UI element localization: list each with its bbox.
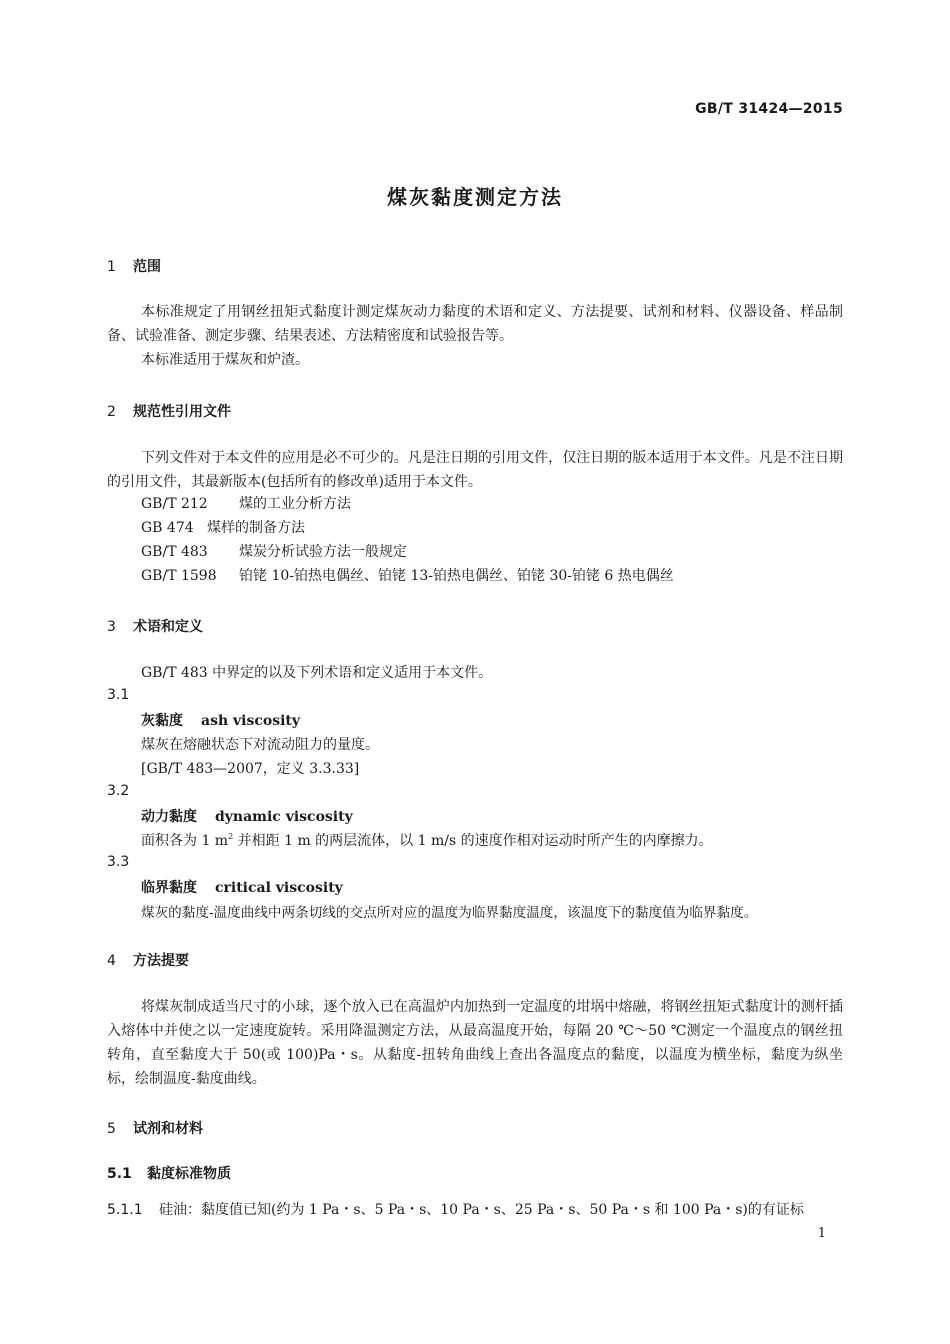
section-title: 试剂和材料: [133, 1121, 203, 1137]
term-source: [GB/T 483—2007，定义 3.3.33]: [141, 761, 360, 777]
document-title: 煤灰黏度测定方法: [387, 185, 563, 209]
section-4-heading: [107, 950, 189, 970]
reference-code: GB/T 483: [141, 544, 208, 560]
section-2-intro: 下列文件对于本文件的应用是必不可少的。凡是注日期的引用文件，仅注日期的版本适用于本文件。凡是不注日期的引用文件，其最新版本(包括所有的修改单)适用于本文件。: [107, 450, 843, 490]
reference-item: [141, 517, 305, 537]
term-en: dynamic viscosity: [215, 809, 353, 825]
reference-code: GB/T 1598: [141, 568, 217, 584]
term-definition-part: 并相距 1 m 的两层流体，以 1 m/s 的速度作相对运动时所产生的内摩擦力。: [233, 833, 713, 849]
section-4-paragraph: 将煤灰制成适当尺寸的小球，逐个放入已在高温炉内加热到一定温度的坩埚中熔融，将钢丝扭矩式黏度计的测杆插入熔体中并使之以一定速度旋转。采用降温测定方法，从最高温度开始，每隔 20 ℃～50 ℃测定一个温度点的钢丝扭转角，直至黏度大于 50(或 100)Pa・s。从黏度-扭转角曲线上查出各温度点的黏度，以温度为横坐标，黏度为纵坐标，绘制温度-黏度曲线。: [107, 999, 843, 1087]
reference-code: GB 474: [141, 520, 194, 536]
section-1-heading: [107, 256, 161, 276]
section-number: 2: [107, 404, 116, 420]
term-en: critical viscosity: [215, 880, 343, 896]
term-number: 3.3: [107, 854, 130, 870]
subsection-5-1-heading: [107, 1163, 231, 1183]
subsubsection-text: 硅油：黏度值已知(约为 1 Pa・s、5 Pa・s、10 Pa・s、25 Pa・s、50 Pa・s 和 100 Pa・s)的有证标: [159, 1202, 804, 1218]
term-number: 3.2: [107, 783, 130, 799]
term-name: [141, 806, 353, 826]
term-zh: 动力黏度: [141, 809, 197, 825]
section-number: 1: [107, 259, 116, 275]
term-number: 3.1: [107, 687, 130, 703]
section-title: 规范性引用文件: [133, 404, 231, 420]
section-5-heading: [107, 1118, 203, 1138]
term-name: [141, 710, 300, 730]
section-3-intro: GB/T 483 中界定的以及下列术语和定义适用于本文件。: [141, 665, 493, 681]
section-title: 范围: [133, 259, 161, 275]
section-3-heading: [107, 616, 203, 636]
superscript: 2: [228, 832, 234, 841]
section-title: 方法提要: [133, 953, 189, 969]
subsubsection-number: 5.1.1: [107, 1202, 143, 1218]
standard-id: GB/T 31424—2015: [695, 101, 843, 117]
reference-title: 铂铑 10-铂热电偶丝、铂铑 13-铂热电偶丝、铂铑 30-铂铑 6 热电偶丝: [239, 568, 674, 584]
term-definition: 煤灰的黏度-温度曲线中两条切线的交点所对应的温度为临界黏度温度，该温度下的黏度值为临界黏度。: [141, 905, 758, 921]
page-number: 1: [817, 1226, 826, 1241]
section-title: 术语和定义: [133, 619, 203, 635]
subsubsection-5-1-1: [107, 1199, 804, 1219]
reference-item: [141, 493, 351, 513]
reference-title: 煤的工业分析方法: [239, 496, 351, 512]
reference-item: [141, 541, 407, 561]
reference-item: [141, 565, 674, 585]
reference-title: 煤炭分析试验方法一般规定: [239, 544, 407, 560]
section-number: 4: [107, 953, 116, 969]
section-2-heading: [107, 401, 231, 421]
subsection-number: 5.1: [107, 1166, 132, 1182]
term-definition: 煤灰在熔融状态下对流动阻力的量度。: [141, 737, 379, 753]
term-en: ash viscosity: [201, 713, 301, 729]
term-zh: 灰黏度: [141, 713, 183, 729]
subsection-title: 黏度标准物质: [147, 1166, 231, 1182]
section-number: 5: [107, 1121, 116, 1137]
reference-title: 煤样的制备方法: [207, 520, 305, 536]
term-definition-part: 面积各为 1 m: [141, 833, 229, 849]
section-1-paragraph-2: 本标准适用于煤灰和炉渣。: [141, 352, 309, 368]
term-name: [141, 877, 343, 897]
term-definition: [141, 830, 713, 850]
reference-code: GB/T 212: [141, 496, 208, 512]
section-number: 3: [107, 619, 116, 635]
section-1-paragraph-1: 本标准规定了用钢丝扭矩式黏度计测定煤灰动力黏度的术语和定义、方法提要、试剂和材料、仪器设备、样品制备、试验准备、测定步骤、结果表述、方法精密度和试验报告等。: [107, 304, 843, 344]
term-zh: 临界黏度: [141, 880, 197, 896]
